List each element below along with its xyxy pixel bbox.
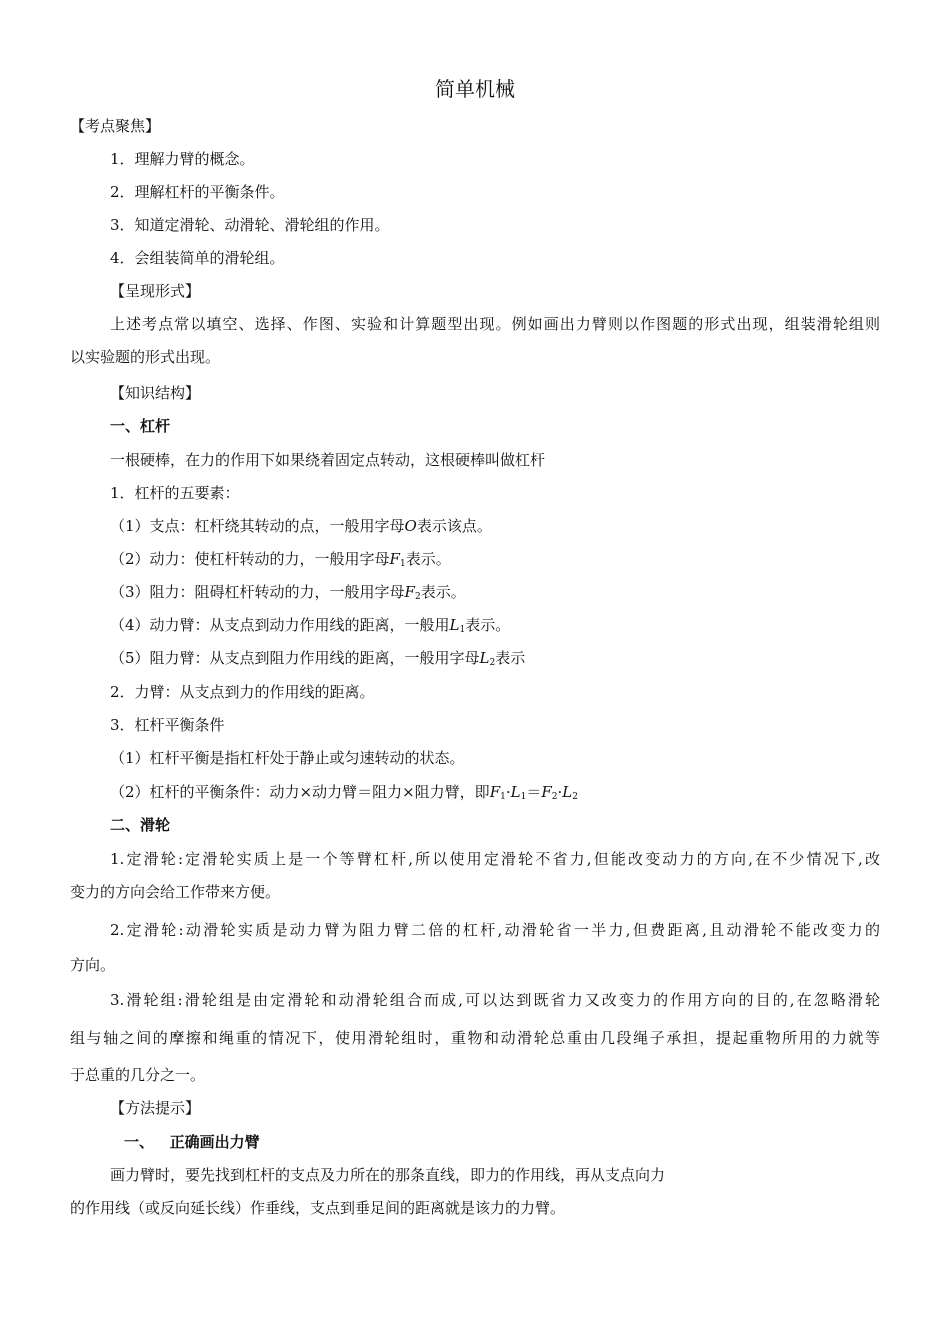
structure-heading: 【知识结构】 xyxy=(110,384,201,402)
element-fulcrum: （1）支点：杠杆绕其转动的点，一般用字母O表示该点。 xyxy=(110,517,492,535)
form-heading: 【呈现形式】 xyxy=(110,282,201,300)
lever-heading: 一、杠杆 xyxy=(110,417,171,435)
fixed-pulley-line-1: 1.定滑轮:定滑轮实质上是一个等臂杠杆,所以使用定滑轮不省力,但能改变动力的方向,在不少情况下,改 xyxy=(110,850,880,868)
method-line-1: 画力臂时，要先找到杠杆的支点及力所在的那条直线，即力的作用线，再从支点向力 xyxy=(110,1166,666,1184)
form-line-2: 以实验题的形式出现。 xyxy=(70,348,221,366)
method-sub-heading: 一、 正确画出力臂 xyxy=(124,1133,260,1151)
method-line-2: 的作用线（或反向延长线）作垂线，支点到垂足间的距离就是该力的力臂。 xyxy=(70,1199,566,1217)
arm-definition: 2．力臂：从支点到力的作用线的距离。 xyxy=(110,683,375,701)
page-title: 简单机械 xyxy=(435,77,515,101)
balance-heading: 3．杠杆平衡条件 xyxy=(110,716,225,734)
focus-item-2: 2．理解杠杆的平衡条件。 xyxy=(110,183,285,201)
element-resistance: （3）阻力：阻碍杠杆转动的力，一般用字母$F_2$表示。 xyxy=(110,583,466,602)
focus-item-1: 1．理解力臂的概念。 xyxy=(110,150,255,168)
fixed-pulley-line-2: 变力的方向会给工作带来方便。 xyxy=(70,883,281,901)
pulley-heading: 二、滑轮 xyxy=(110,816,171,834)
pulley-block-line-1: 3.滑轮组:滑轮组是由定滑轮和动滑轮组合而成,可以达到既省力又改变力的作用方向的目的,在忽略滑轮 xyxy=(110,991,880,1009)
focus-item-3: 3．知道定滑轮、动滑轮、滑轮组的作用。 xyxy=(110,216,390,234)
pulley-block-line-2: 组与轴之间的摩擦和绳重的情况下，使用滑轮组时，重物和动滑轮总重由几段绳子承担，提起重物所用的力就等 xyxy=(70,1029,880,1047)
movable-pulley-line-1: 2.定滑轮:动滑轮实质是动力臂为阻力臂二倍的杠杆,动滑轮省一半力,但费距离,且动滑轮不能改变力的 xyxy=(110,921,880,939)
five-elements-heading: 1．杠杆的五要素： xyxy=(110,484,240,502)
pulley-block-line-3: 于总重的几分之一。 xyxy=(70,1066,206,1084)
element-resistance-arm: （5）阻力臂：从支点到阻力作用线的距离，一般用字母$L_2$表示 xyxy=(110,649,526,668)
form-line-1: 上述考点常以填空、选择、作图、实验和计算题型出现。例如画出力臂则以作图题的形式出现，组装滑轮组则 xyxy=(110,315,880,333)
method-heading: 【方法提示】 xyxy=(110,1099,201,1117)
focus-heading: 【考点聚焦】 xyxy=(70,117,161,135)
balance-item-2: （2）杠杆的平衡条件：动力×动力臂＝阻力×阻力臂，即$F_1\cdot L_1=F_2\cdot L_2$ xyxy=(110,783,578,802)
movable-pulley-line-2: 方向。 xyxy=(70,956,116,974)
focus-item-4: 4．会组装简单的滑轮组。 xyxy=(110,249,285,267)
lever-definition: 一根硬棒，在力的作用下如果绕着固定点转动，这根硬棒叫做杠杆 xyxy=(110,451,546,469)
element-effort-arm: （4）动力臂：从支点到动力作用线的距离，一般用$L_1$表示。 xyxy=(110,616,511,635)
balance-item-1: （1）杠杆平衡是指杠杆处于静止或匀速转动的状态。 xyxy=(110,749,465,767)
element-effort: （2）动力：使杠杆转动的力，一般用字母$F_1$表示。 xyxy=(110,550,451,569)
